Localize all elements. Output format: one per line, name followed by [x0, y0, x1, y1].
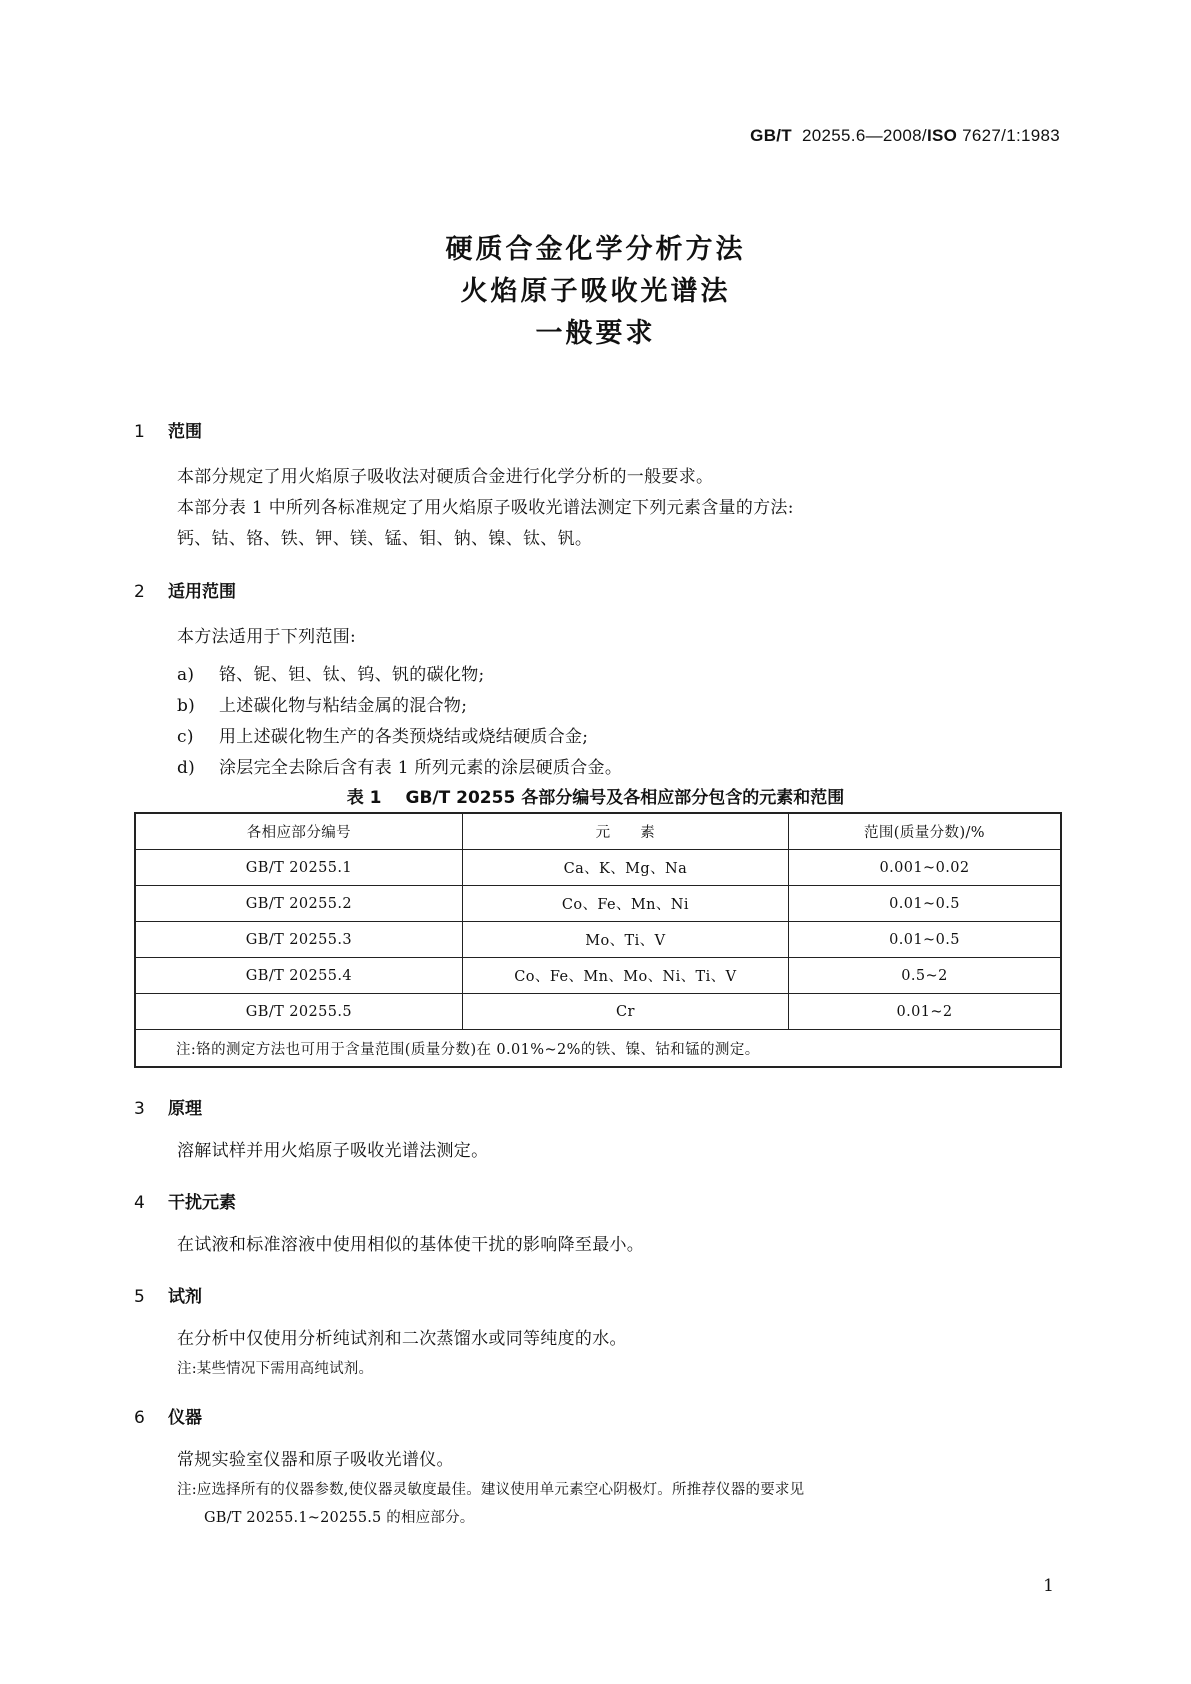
table-cell: GB/T 20255.5: [135, 994, 462, 1030]
table-caption-label: 表 1: [346, 788, 382, 808]
table-cell: 0.5~2: [788, 958, 1061, 994]
list-text: 用上述碳化物生产的各类预烧结或烧结硬质合金;: [219, 727, 589, 747]
table-cell: GB/T 20255.3: [135, 922, 462, 958]
list-item: [177, 722, 588, 747]
section-heading-4: [134, 1188, 236, 1213]
elements-table: [134, 812, 1062, 1068]
list-marker: c): [177, 727, 194, 747]
section-heading-2: [134, 577, 236, 602]
list-marker: d): [177, 758, 196, 778]
table-row: [135, 922, 1061, 958]
title-line-3: 一般要求: [535, 318, 656, 349]
title-line-1: 硬质合金化学分析方法: [445, 234, 746, 265]
section-heading-3: [134, 1094, 202, 1119]
s5-paragraph-1: 在分析中仅使用分析纯试剂和二次蒸馏水或同等纯度的水。: [177, 1329, 627, 1349]
section-title: 试剂: [168, 1287, 202, 1307]
table-cell: Co、Fe、Mn、Ni: [462, 886, 788, 922]
table-row: [135, 886, 1061, 922]
standard-code-number: 20255.6—2008/: [802, 126, 927, 145]
table-row: [135, 958, 1061, 994]
table-caption: [0, 783, 1191, 808]
list-item: [177, 691, 467, 716]
section-number: 3: [134, 1099, 145, 1119]
section-title: 原理: [168, 1099, 202, 1119]
standard-code-prefix: GB/T: [750, 126, 792, 145]
table-row: [135, 850, 1061, 886]
s6-note-line-1: 注:应选择所有的仪器参数,使仪器灵敏度最佳。建议使用单元素空心阴极灯。所推荐仪器的要求见: [177, 1482, 805, 1498]
section-title: 仪器: [168, 1408, 202, 1428]
table-caption-text: GB/T 20255 各部分编号及各相应部分包含的元素和范围: [405, 788, 845, 808]
s6-paragraph-1: 常规实验室仪器和原子吸收光谱仪。: [177, 1450, 454, 1470]
table-cell: GB/T 20255.2: [135, 886, 462, 922]
table-header: 元 素: [462, 813, 788, 850]
section-title: 适用范围: [168, 582, 236, 602]
section-number: 4: [134, 1193, 145, 1213]
table-cell: 0.01~0.5: [788, 922, 1061, 958]
s1-paragraph-3: 钙、钴、铬、铁、钾、镁、锰、钼、钠、镍、钛、钒。: [177, 529, 593, 549]
section-number: 6: [134, 1408, 145, 1428]
table-header: 各相应部分编号: [135, 813, 462, 850]
s6-note-line-2: GB/T 20255.1~20255.5 的相应部分。: [204, 1510, 475, 1526]
list-marker: a): [177, 665, 195, 685]
list-marker: b): [177, 696, 196, 716]
table-header: 范围(质量分数)/%: [788, 813, 1061, 850]
title-line-2: 火焰原子吸收光谱法: [460, 276, 731, 307]
section-heading-6: [134, 1403, 202, 1428]
s2-intro: 本方法适用于下列范围:: [177, 627, 357, 647]
standard-code-iso-number: 7627/1:1983: [962, 126, 1060, 145]
s3-paragraph-1: 溶解试样并用火焰原子吸收光谱法测定。: [177, 1141, 489, 1161]
table-header-row: [135, 813, 1061, 850]
table-row: [135, 994, 1061, 1030]
table-note: 注:铬的测定方法也可用于含量范围(质量分数)在 0.01%~2%的铁、镍、钴和锰的测定。: [135, 1030, 1061, 1068]
section-heading-5: [134, 1282, 202, 1307]
table-cell: GB/T 20255.1: [135, 850, 462, 886]
standard-code-iso: ISO: [926, 126, 958, 145]
page-number: 1: [1043, 1576, 1054, 1596]
table-cell: Cr: [462, 994, 788, 1030]
list-item: [177, 660, 485, 685]
table-cell: 0.001~0.02: [788, 850, 1061, 886]
list-text: 铬、铌、钽、钛、钨、钒的碳化物;: [219, 665, 485, 685]
s1-paragraph-1: 本部分规定了用火焰原子吸收法对硬质合金进行化学分析的一般要求。: [177, 467, 714, 487]
s4-paragraph-1: 在试液和标准溶液中使用相似的基体使干扰的影响降至最小。: [177, 1235, 645, 1255]
section-number: 2: [134, 582, 145, 602]
section-title: 范围: [168, 422, 202, 442]
table-cell: Ca、K、Mg、Na: [462, 850, 788, 886]
section-title: 干扰元素: [168, 1193, 236, 1213]
s1-paragraph-2: 本部分表 1 中所列各标准规定了用火焰原子吸收光谱法测定下列元素含量的方法:: [177, 498, 794, 518]
table-cell: Co、Fe、Mn、Mo、Ni、Ti、V: [462, 958, 788, 994]
standard-code: [750, 126, 1060, 146]
list-text: 上述碳化物与粘结金属的混合物;: [219, 696, 468, 716]
table-cell: GB/T 20255.4: [135, 958, 462, 994]
list-item: [177, 753, 622, 778]
table-cell: 0.01~0.5: [788, 886, 1061, 922]
section-number: 1: [134, 422, 145, 442]
table-note-row: [135, 1030, 1061, 1068]
list-text: 涂层完全去除后含有表 1 所列元素的涂层硬质合金。: [219, 758, 623, 778]
table-cell: 0.01~2: [788, 994, 1061, 1030]
section-number: 5: [134, 1287, 145, 1307]
s5-note: 注:某些情况下需用高纯试剂。: [177, 1361, 374, 1377]
section-heading-1: [134, 417, 202, 442]
table-cell: Mo、Ti、V: [462, 922, 788, 958]
